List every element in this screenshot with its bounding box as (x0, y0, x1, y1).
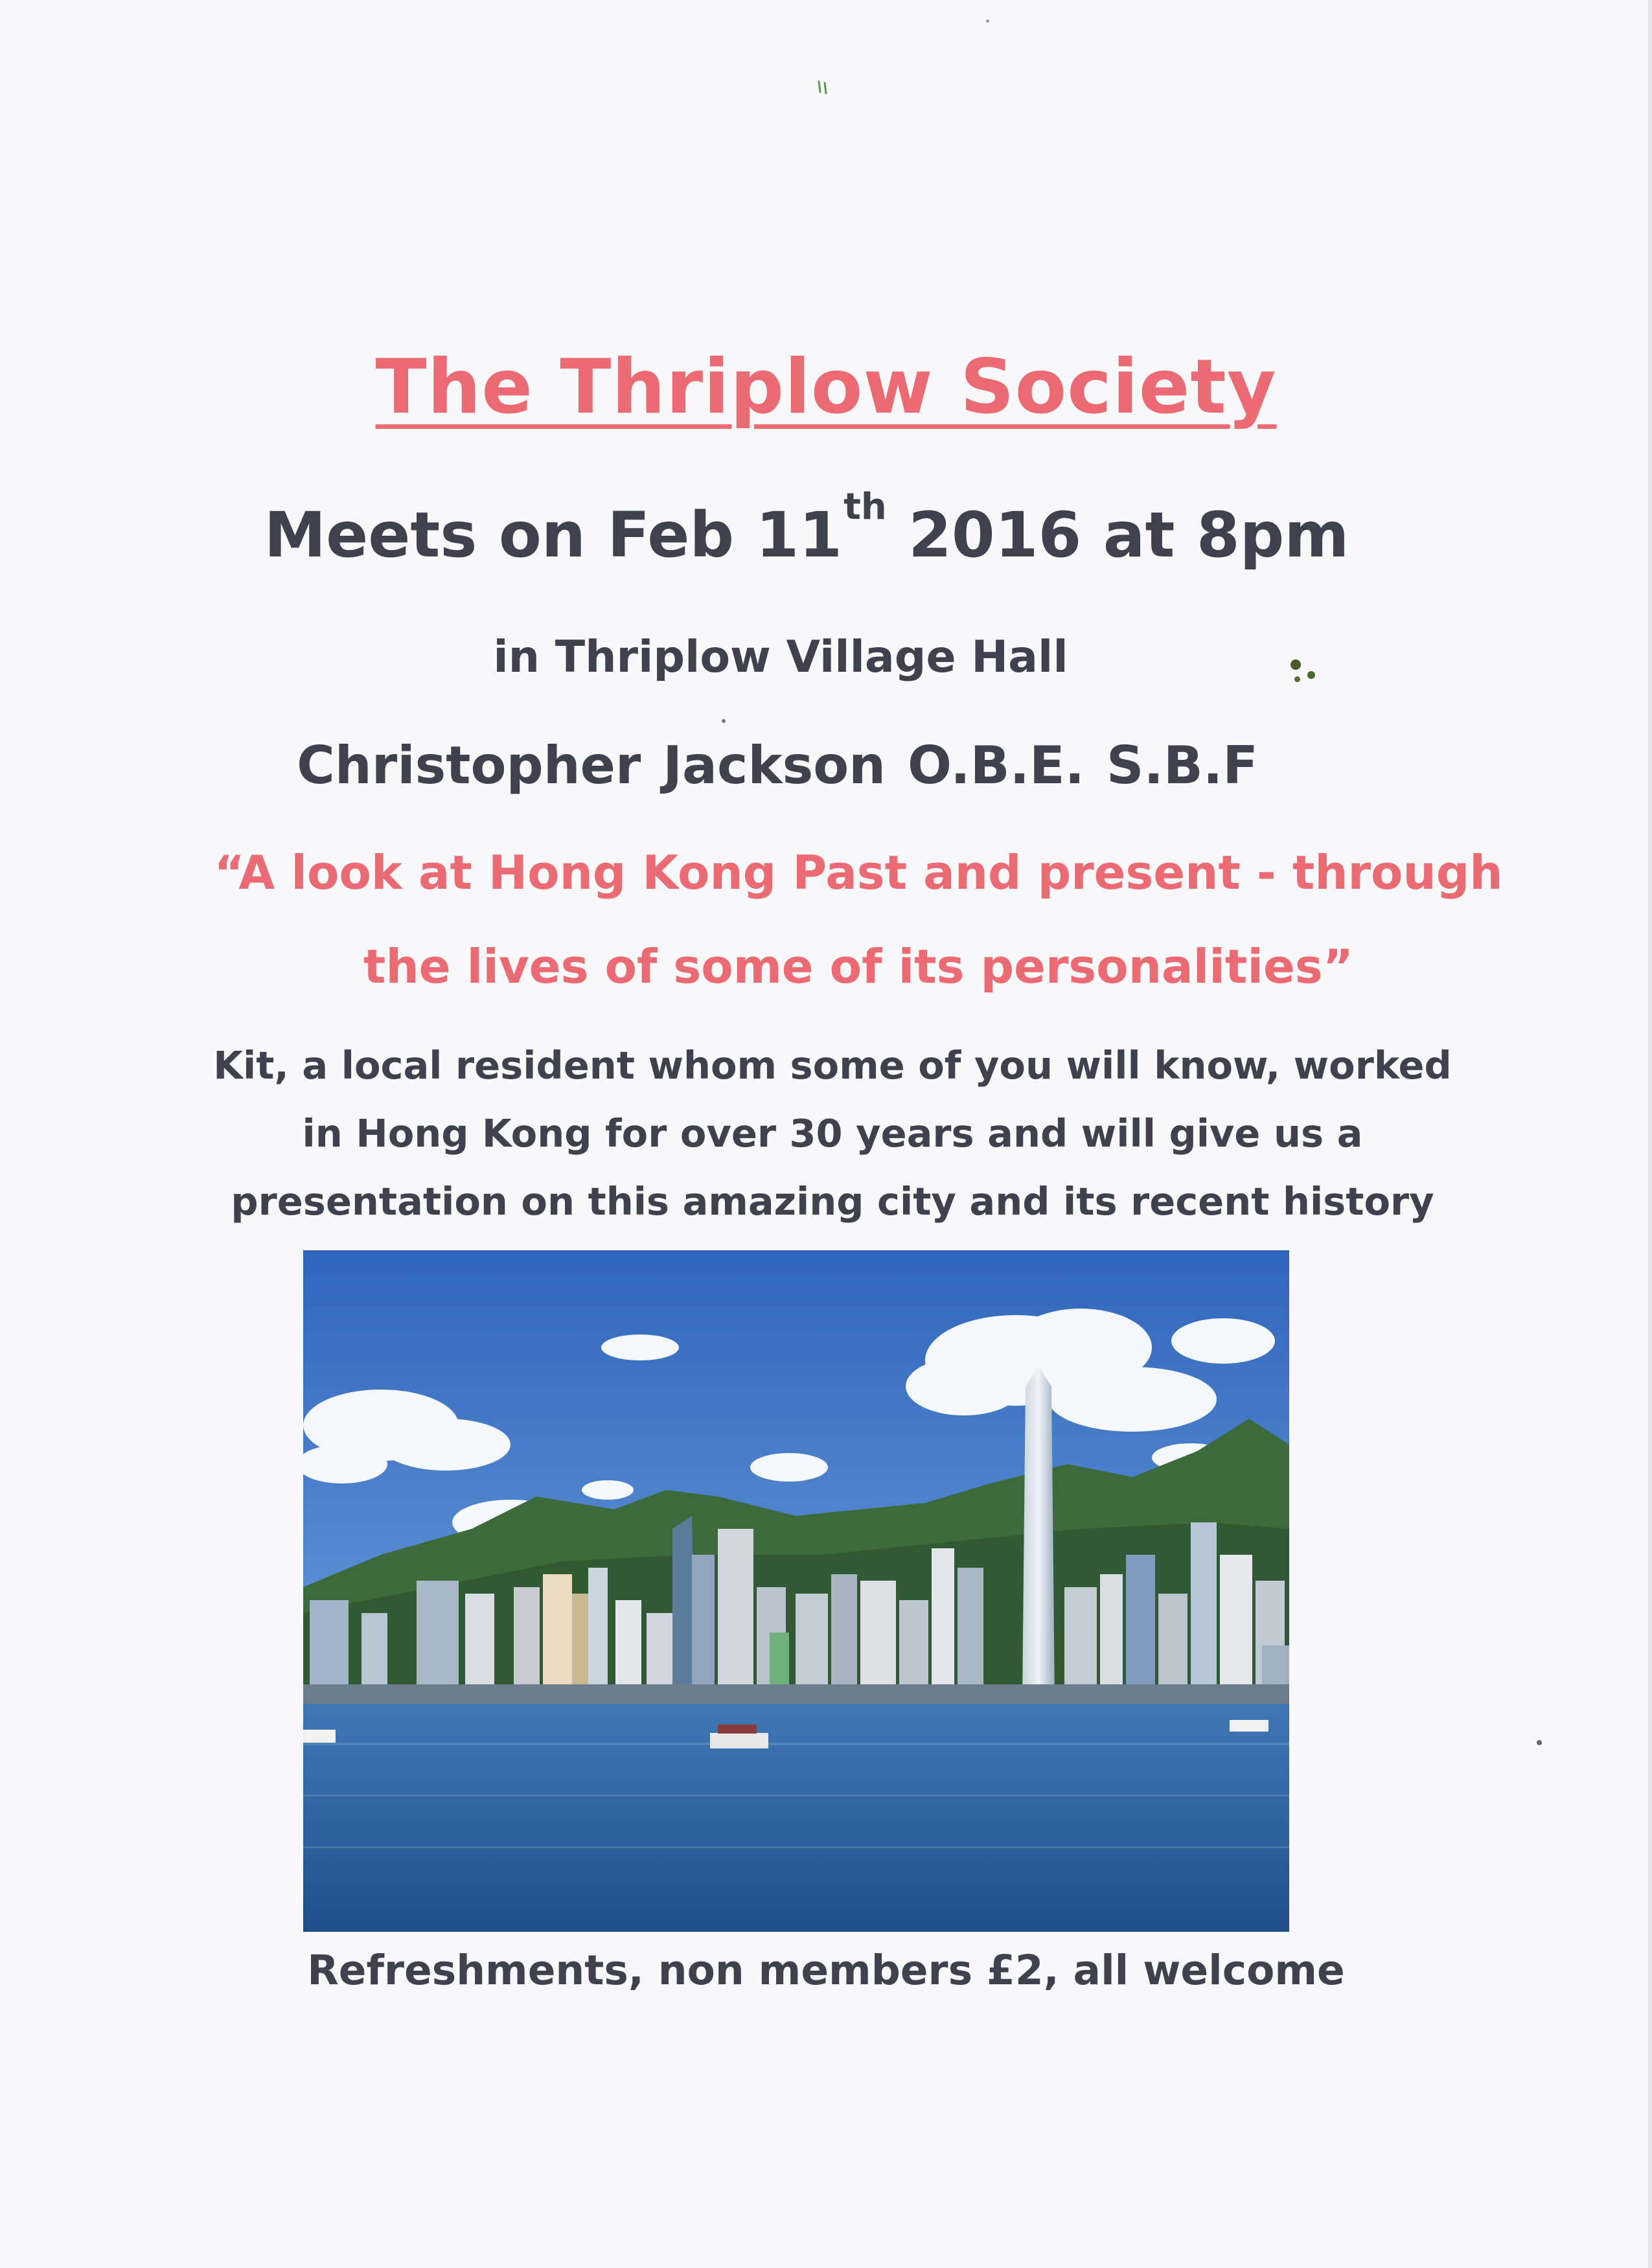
ink-speck (722, 719, 726, 723)
hong-kong-skyline-photo (303, 1250, 1289, 1932)
talk-title-line: the lives of some of its personalities” (363, 939, 1354, 994)
meeting-date-time: Meets on Feb 11th 2016 at 8pm (264, 486, 1349, 571)
speaker-name: Christopher Jackson O.B.E. S.B.F (297, 735, 1258, 796)
talk-title-line: “A look at Hong Kong Past and present - through (214, 845, 1503, 900)
ink-speck (1537, 1740, 1542, 1745)
description-line: in Hong Kong for over 30 years and will give us a (302, 1111, 1363, 1156)
description-line: presentation on this amazing city and its recent history (231, 1179, 1434, 1224)
ink-mark (816, 79, 829, 96)
society-title: The Thriplow Society (375, 343, 1277, 431)
footer-note: Refreshments, non members £2, all welcome (307, 1947, 1345, 1994)
ink-speck (986, 19, 989, 23)
venue: in Thriplow Village Hall (493, 632, 1068, 683)
description-line: Kit, a local resident whom some of you will know, worked (213, 1043, 1452, 1088)
